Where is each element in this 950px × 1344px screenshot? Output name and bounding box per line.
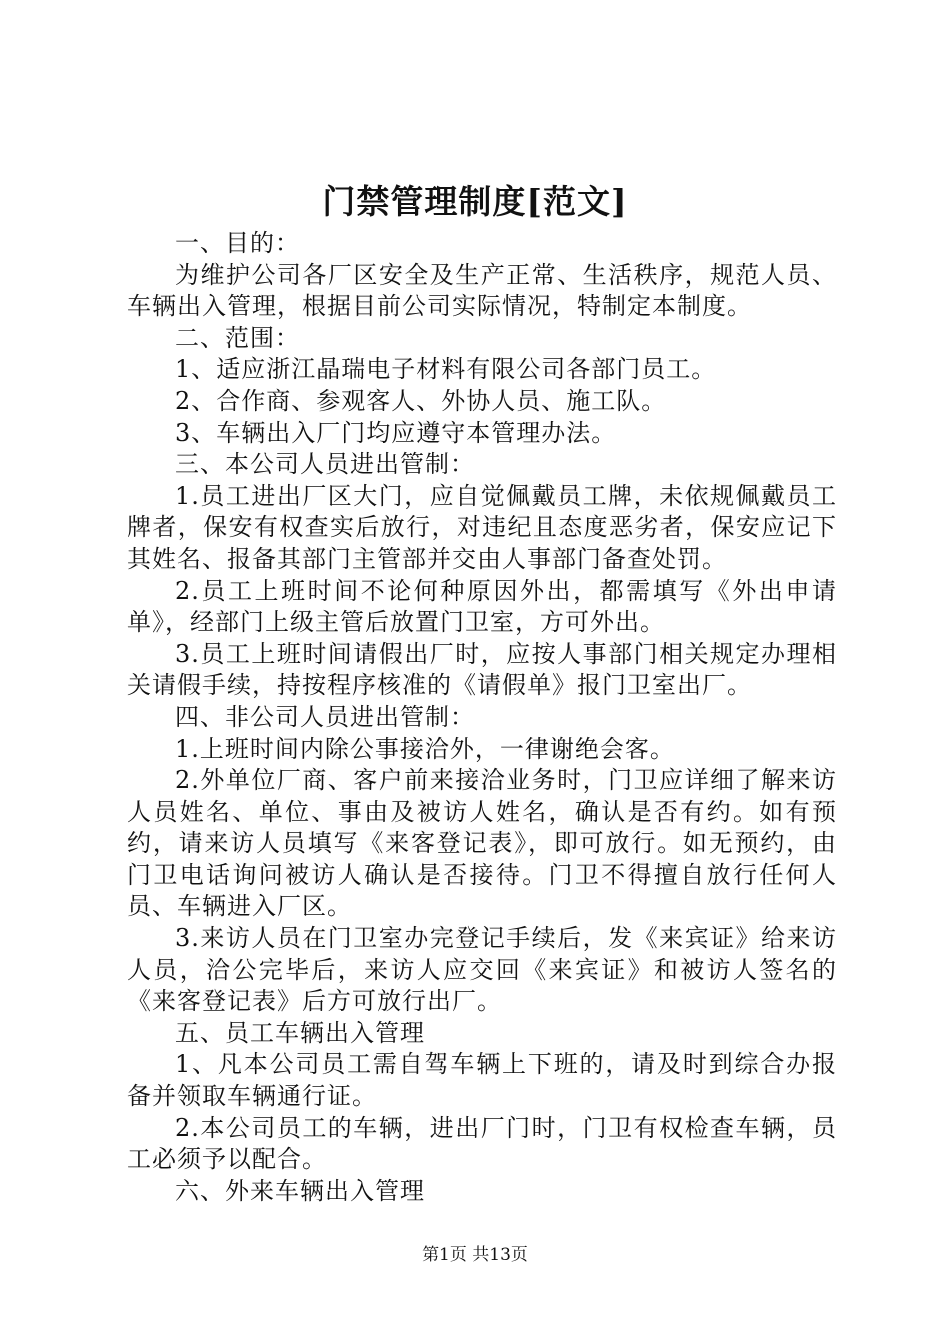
section-heading-staff-vehicles: 五、员工车辆出入管理: [175, 1018, 425, 1047]
list-item: 3.员工上班时间请假出厂时，应按人事部门相关规定办理相关请假手续，持按程序核准的《请假单》报门卫室出厂。: [127, 639, 837, 700]
section-heading-external-vehicles: 六、外来车辆出入管理: [175, 1176, 425, 1205]
page-number: 第1页 共13页: [422, 1245, 528, 1265]
section-heading-scope: 二、范围：: [175, 323, 300, 352]
section-heading-purpose: 一、目的：: [175, 229, 300, 257]
list-item: 1、适应浙江晶瑞电子材料有限公司各部门员工。: [175, 355, 717, 384]
list-item: 2.本公司员工的车辆，进出厂门时，门卫有权检查车辆，员工必须予以配合。: [127, 1113, 837, 1174]
paragraph: 为维护公司各厂区安全及生产正常、生活秩序，规范人员、车辆出入管理，根据目前公司实际情况，特制定本制度。: [127, 260, 837, 321]
list-item: 1.员工进出厂区大门，应自觉佩戴员工牌，未依规佩戴员工牌者，保安有权查实后放行，对违纪且态度恶劣者，保安应记下其姓名、报备其部门主管部并交由人事部门备查处罚。: [127, 481, 837, 573]
list-item: 2.员工上班时间不论何种原因外出，都需填写《外出申请单》，经部门上级主管后放置门卫室，方可外出。: [127, 576, 837, 637]
list-item: 1.上班时间内除公事接洽外，一律谢绝会客。: [175, 734, 675, 763]
document-title: 门禁管理制度[范文]: [322, 182, 628, 221]
list-item: 3、车辆出入厂门均应遵守本管理办法。: [175, 418, 617, 447]
document-body: [127, 228, 837, 1207]
section-heading-visitor-access: 四、非公司人员进出管制：: [175, 702, 475, 731]
page-footer: [0, 1244, 950, 1266]
list-item: 1、凡本公司员工需自驾车辆上下班的，请及时到综合办报备并领取车辆通行证。: [127, 1050, 837, 1111]
list-item: 2.外单位厂商、客户前来接洽业务时，门卫应详细了解来访人员姓名、单位、事由及被访人姓名，确认是否有约。如有预约，请来访人员填写《来客登记表》，即可放行。如无预约，由门卫电话询问被访人确认是否接待。门卫不得擅自放行任何人员、车辆进入厂区。: [127, 766, 837, 921]
list-item: 2、合作商、参观客人、外协人员、施工队。: [175, 386, 667, 415]
list-item: 3.来访人员在门卫室办完登记手续后，发《来宾证》给来访人员，洽公完毕后，来访人应交回《来宾证》和被访人签名的《来客登记表》后方可放行出厂。: [127, 924, 837, 1016]
section-heading-staff-access: 三、本公司人员进出管制：: [175, 450, 475, 479]
